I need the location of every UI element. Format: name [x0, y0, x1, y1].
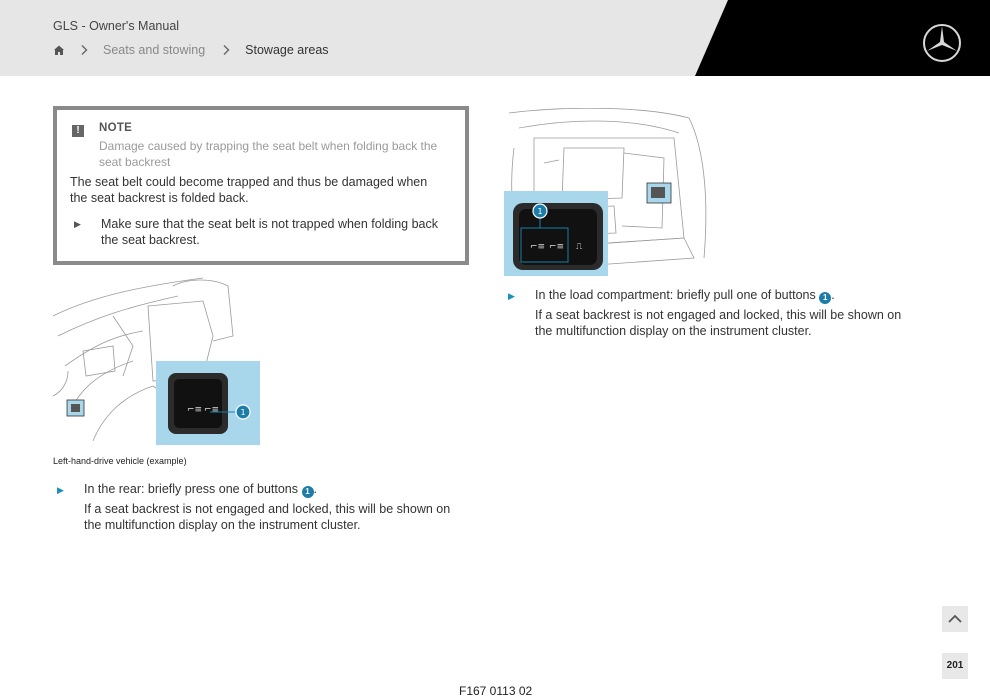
svg-text:⌐≡: ⌐≡ — [530, 242, 546, 252]
right-result: If a seat backrest is not engaged and locked, this will be shown on the multifunction display on the instrument cluster. — [535, 308, 902, 338]
note-instruction: Make sure that the seat belt is not trapped when folding back the seat backrest. — [101, 217, 439, 247]
header-bar — [0, 0, 990, 76]
home-icon[interactable] — [53, 44, 65, 56]
breadcrumb-seats-and-stowing[interactable]: Seats and stowing — [103, 43, 206, 57]
image-caption: Left-hand-drive vehicle (example) — [53, 456, 187, 466]
warning-icon: ! — [72, 125, 84, 137]
load-compartment-illustration — [504, 108, 711, 276]
chevron-up-icon — [942, 606, 968, 632]
svg-text:⌐≡: ⌐≡ — [204, 405, 220, 415]
doc-title: GLS - Owner's Manual — [53, 19, 180, 33]
chevron-right-icon — [221, 44, 231, 56]
breadcrumb — [53, 42, 329, 58]
svg-text:⌐≡: ⌐≡ — [187, 405, 203, 415]
svg-text:1: 1 — [240, 408, 246, 417]
mercedes-star-logo[interactable] — [922, 23, 962, 63]
callout-badge: 1 — [302, 486, 314, 498]
figure-code: F167 0113 02 — [459, 684, 533, 698]
left-result: If a seat backrest is not engaged and locked, this will be shown on the multifunction display on the instrument cluster. — [84, 502, 451, 532]
bullet-arrow-icon: ▶ — [57, 485, 64, 495]
svg-text:1: 1 — [537, 207, 543, 216]
scroll-up-button[interactable] — [942, 606, 968, 632]
svg-text:⌐≡: ⌐≡ — [549, 242, 565, 252]
right-step: In the load compartment: briefly pull one of buttons 1 . — [535, 288, 835, 302]
breadcrumb-stowage-areas: Stowage areas — [245, 43, 329, 57]
rear-seat-illustration — [53, 276, 260, 445]
note-subtitle: Damage caused by trapping the seat belt when folding back the seat backrest — [99, 139, 438, 169]
note-body: The seat belt could become trapped and thus be damaged when the seat backrest is folded back. — [70, 175, 428, 205]
svg-text:⎍: ⎍ — [576, 242, 583, 252]
note-title: NOTE — [99, 122, 133, 134]
right-step-text: In the load compartment: briefly pull one of buttons — [535, 288, 816, 302]
left-step: In the rear: briefly press one of buttons 1 . — [84, 482, 317, 496]
page-number-button[interactable]: 201 — [942, 653, 968, 679]
callout-badge: 1 — [819, 292, 831, 304]
note-box — [53, 106, 469, 265]
left-step-text: In the rear: briefly press one of buttons — [84, 482, 299, 496]
chevron-right-icon — [79, 44, 89, 56]
bullet-arrow-icon: ▶ — [508, 291, 515, 301]
bullet-arrow-icon: ▶ — [74, 219, 81, 229]
